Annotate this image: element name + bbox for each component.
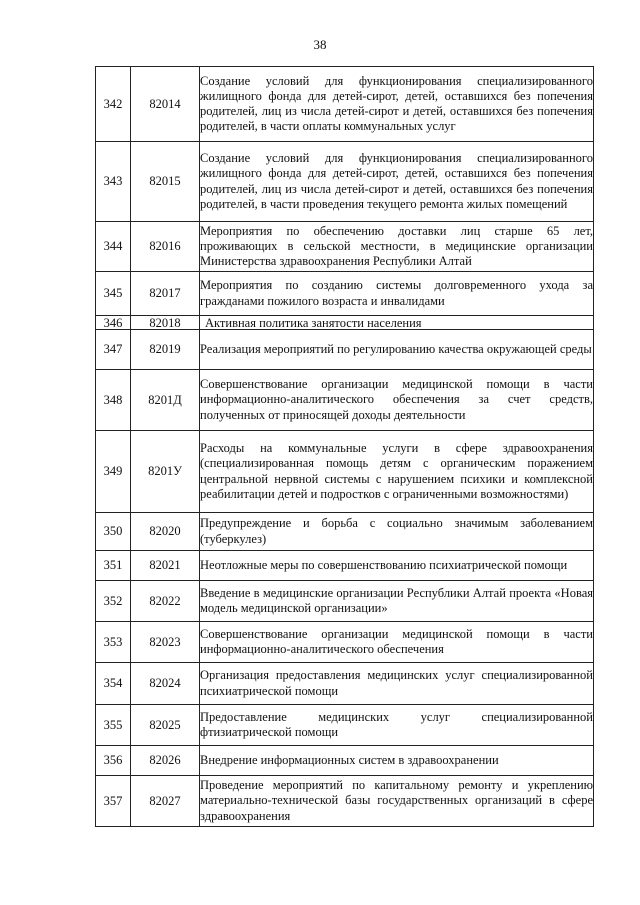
table-row [96, 746, 594, 776]
row-code: 82017 [131, 272, 200, 316]
row-number: 350 [96, 513, 131, 551]
table-row [96, 776, 594, 827]
row-code: 82019 [131, 330, 200, 370]
row-code: 82027 [131, 776, 200, 827]
table-row [96, 622, 594, 663]
row-description: Введение в медицинские организации Республики Алтай проекта «Новая модель медицинской организации» [200, 581, 594, 622]
row-code: 82023 [131, 622, 200, 663]
row-description: Мероприятия по обеспечению доставки лиц старше 65 лет, проживающих в сельской местности, в медицинские организации Министерства здравоохранения Республики Алтай [200, 222, 594, 272]
row-number: 353 [96, 622, 131, 663]
row-number: 343 [96, 142, 131, 222]
row-description: Проведение мероприятий по капитальному ремонту и укреплению материально-технической базы государственных организаций в сфере здравоохранения [200, 776, 594, 827]
row-number: 342 [96, 67, 131, 142]
row-description: Совершенствование организации медицинской помощи в части информационно-аналитического обеспечения [200, 622, 594, 663]
row-number: 345 [96, 272, 131, 316]
row-description: Реализация мероприятий по регулированию качества окружающей среды [200, 330, 594, 370]
budget-classification-table [95, 66, 594, 827]
page-number: 38 [313, 37, 327, 52]
table-row [96, 513, 594, 551]
row-description: Организация предоставления медицинских услуг специализированной психиатрической помощи [200, 663, 594, 705]
row-code: 82024 [131, 663, 200, 705]
table-row [96, 370, 594, 431]
row-code: 8201У [131, 431, 200, 513]
row-code: 82022 [131, 581, 200, 622]
row-number: 351 [96, 551, 131, 581]
table-row [96, 705, 594, 746]
table-row [96, 222, 594, 272]
row-number: 346 [96, 316, 131, 330]
table-row [96, 581, 594, 622]
row-number: 352 [96, 581, 131, 622]
row-description: Неотложные меры по совершенствованию психиатрической помощи [200, 551, 594, 581]
table-row [96, 551, 594, 581]
row-number: 344 [96, 222, 131, 272]
table-row [96, 663, 594, 705]
row-description: Расходы на коммунальные услуги в сфере здравоохранения (специализированная помощь детям с органическим поражением центральной нервной системы с нарушением психики и комплексной реабилитации детей и подростков с ограниченными возможностями) [200, 431, 594, 513]
row-description: Создание условий для функционирования специализированного жилищного фонда для детей-сирот, детей, оставшихся без попечения родителей, лиц из числа детей-сирот и детей, оставшихся без попечения родителей, в части оплаты коммунальных услуг [200, 67, 594, 142]
table-row [96, 431, 594, 513]
row-description: Создание условий для функционирования специализированного жилищного фонда для детей-сирот, детей, оставшихся без попечения родителей, лиц из числа детей-сирот и детей, оставшихся без попечения родителей, в части проведения текущего ремонта жилых помещений [200, 142, 594, 222]
row-number: 357 [96, 776, 131, 827]
row-number: 356 [96, 746, 131, 776]
table-row [96, 330, 594, 370]
row-description: Мероприятия по созданию системы долговременного ухода за гражданами пожилого возраста и инвалидами [200, 272, 594, 316]
row-number: 349 [96, 431, 131, 513]
table-row [96, 142, 594, 222]
row-code: 82025 [131, 705, 200, 746]
row-code: 82018 [131, 316, 200, 330]
row-number: 354 [96, 663, 131, 705]
row-number: 355 [96, 705, 131, 746]
row-description: Активная политика занятости населения [200, 316, 594, 330]
row-code: 82014 [131, 67, 200, 142]
row-description: Внедрение информационных систем в здравоохранении [200, 746, 594, 776]
row-code: 8201Д [131, 370, 200, 431]
row-number: 347 [96, 330, 131, 370]
table-row [96, 67, 594, 142]
row-code: 82016 [131, 222, 200, 272]
row-code: 82021 [131, 551, 200, 581]
table-row [96, 272, 594, 316]
table-row [96, 316, 594, 330]
row-description: Совершенствование организации медицинской помощи в части информационно-аналитического обеспечения за счет средств, полученных от приносящей доходы деятельности [200, 370, 594, 431]
row-description: Предоставление медицинских услуг специализированной фтизиатрической помощи [200, 705, 594, 746]
row-code: 82026 [131, 746, 200, 776]
row-number: 348 [96, 370, 131, 431]
row-description: Предупреждение и борьба с социально значимым заболеванием (туберкулез) [200, 513, 594, 551]
row-code: 82015 [131, 142, 200, 222]
row-code: 82020 [131, 513, 200, 551]
